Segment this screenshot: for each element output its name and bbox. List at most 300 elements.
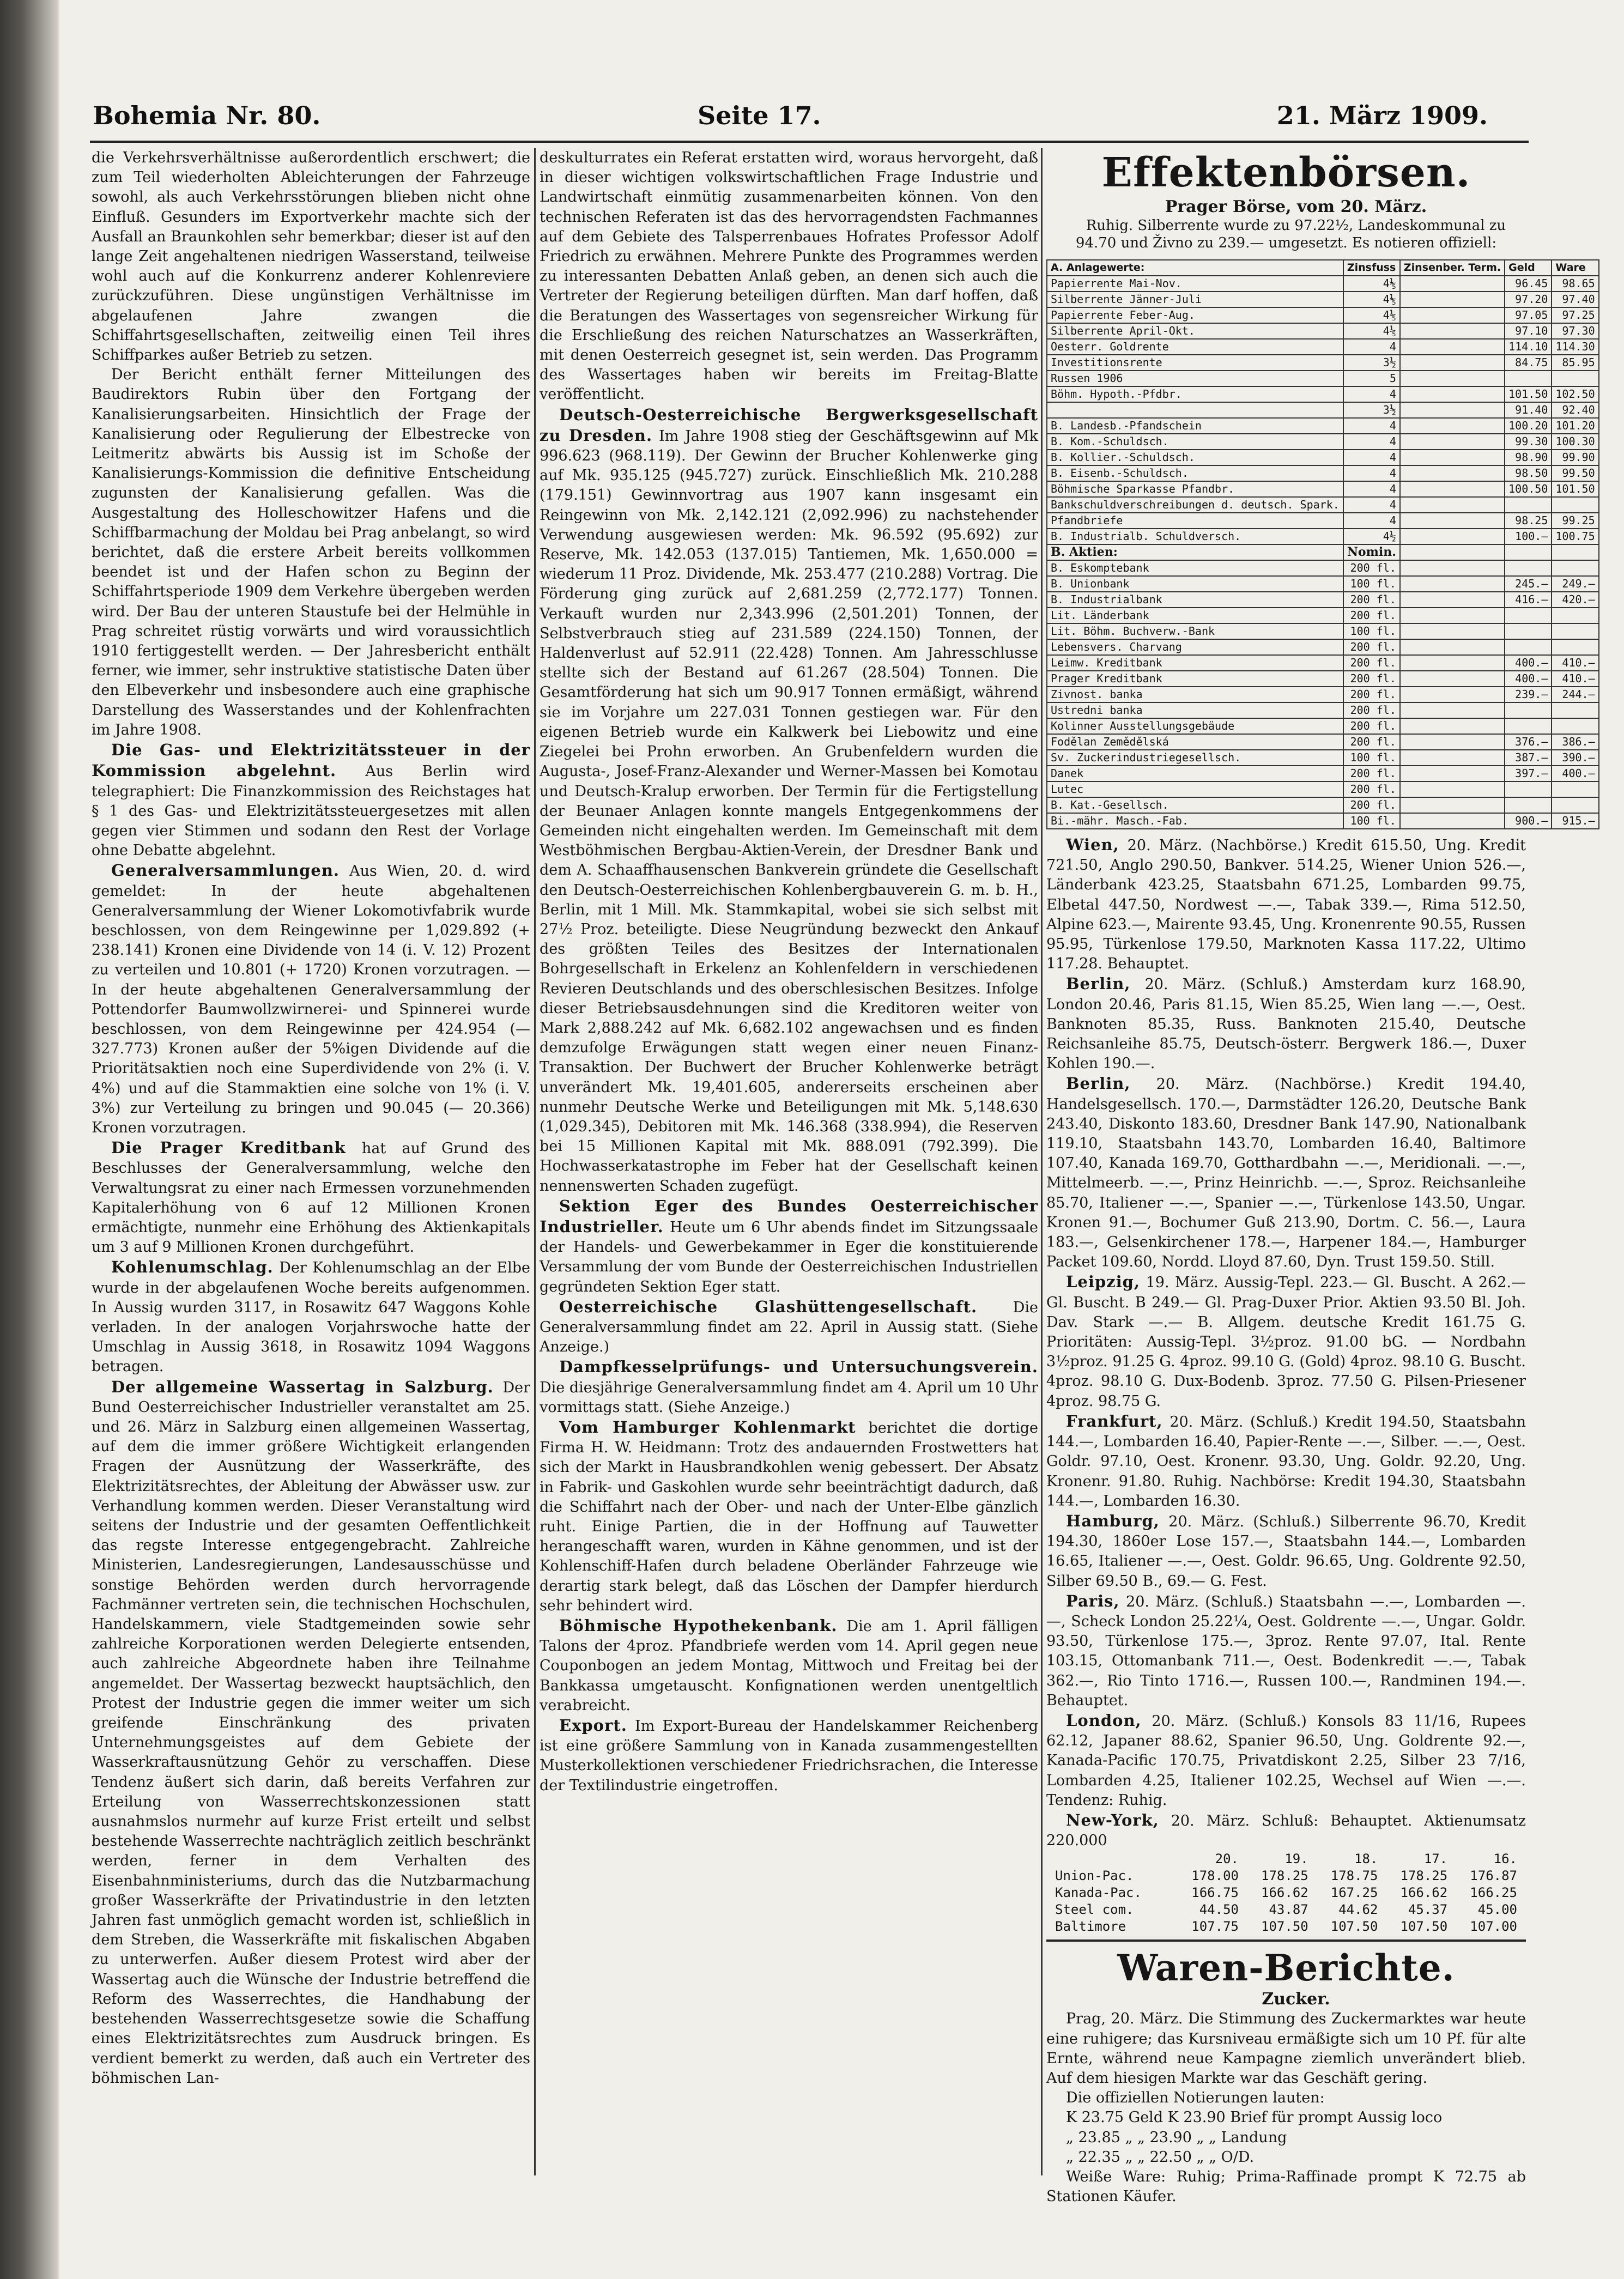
rates-row: [1047, 560, 1599, 576]
rates-cell: Zivnost. banka: [1047, 687, 1343, 702]
new-york-table-header: [1052, 1851, 1520, 1868]
rates-cell: 100 fl.: [1343, 813, 1400, 829]
rates-cell: 99.50: [1552, 465, 1598, 481]
article-item: [540, 1196, 1038, 1297]
rates-column-header: Geld: [1505, 260, 1552, 276]
rates-cell: [1505, 781, 1552, 797]
rates-cell: Russen 1906: [1047, 371, 1343, 386]
rates-cell: [1400, 386, 1505, 402]
market-text: 20. März. (Schluß.) Silberrente 96.70, Kredit 194.30, 1860er Lose 157.—, Staatsbahn 144.—, Lombarden 16.65, Italiener —.—, Oest. Goldr. 96.65, Ung. Goldrente 92.50, Silber 69.50 B., 69.— G. Fest.: [1046, 1513, 1526, 1590]
new-york-column-header: 19.: [1284, 1851, 1308, 1867]
rates-cell: Bi.-mähr. Masch.-Fab.: [1047, 813, 1343, 829]
new-york-column-header: 20.: [1215, 1851, 1239, 1867]
new-york-row: [1052, 1901, 1520, 1918]
rates-cell: 200 fl.: [1343, 734, 1400, 750]
rates-cell: 200 fl.: [1343, 687, 1400, 702]
new-york-column-header: 18.: [1354, 1851, 1378, 1867]
rates-cell: 200 fl.: [1343, 608, 1400, 623]
rates-cell: 200 fl.: [1343, 718, 1400, 734]
rates-cell: [1400, 355, 1505, 371]
article-heading: Deutsch-Oesterreichische Bergwerksgesellschaft zu Dresden.: [540, 405, 1038, 445]
rates-cell: Prager Kreditbank: [1047, 671, 1343, 687]
rates-cell: 416.—: [1505, 592, 1552, 608]
rates-row: [1047, 450, 1599, 465]
rates-cell: 97.10: [1505, 323, 1552, 339]
rates-cell: 97.40: [1552, 292, 1598, 307]
rates-cell: 4: [1343, 450, 1400, 465]
new-york-cell: 107.50: [1400, 1919, 1448, 1935]
rates-cell: 400.—: [1505, 655, 1552, 671]
rates-row: [1047, 797, 1599, 813]
rates-row: [1047, 655, 1599, 671]
rates-cell: [1400, 766, 1505, 781]
rates-cell: 915.—: [1552, 813, 1598, 829]
rates-row: [1047, 734, 1599, 750]
rates-cell: 410.—: [1552, 655, 1598, 671]
rates-cell: 100.—: [1505, 529, 1552, 544]
rates-row: [1047, 386, 1599, 402]
rates-table-body: [1047, 276, 1599, 829]
market-item: [1046, 1711, 1526, 1810]
column-1: [92, 148, 530, 2165]
article-text: deskulturrates ein Referat erstatten wird, woraus hervorgeht, daß in dieser wichtigen volkswirtschaftlichen Frage Industrie und Landwirtschaft einmütig zusammenarbeiten können. Von den technischen Referaten ist das des hervorragendsten Fachmannes auf dem Gebiete des Talsperrenbaues Hofrates Professor Adolf Friedrich zu erwähnen. Mehrere Punkte des Programmes werden zu interessanten Debatten Anlaß geben, an denen sich auch die Vertreter der Regierung beteiligen dürften. Man darf hoffen, daß die Beratungen des Wassertages von segensreicher Wirkung für die Erschließung des reichen Naturschatzes an Wasserkräften, mit denen Oesterreich gesegnet ist, sein werden. Das Programm des Wassertages haben wir bereits im Freitag-Blatte veröffentlicht.: [540, 149, 1038, 403]
article-text: Der Kohlenumschlag an der Elbe wurde in der abgelaufenen Woche bereits aufgenommen. In Aussig wurden 3117, in Rosawitz 647 Waggons Kohle verladen. In der analogen Vorjahrswoche hatte der Umschlag in Aussig 3618, in Rosawitz 1094 Waggons betragen.: [92, 1259, 530, 1375]
market-reports: [1046, 835, 1526, 1810]
rates-cell: [1505, 639, 1552, 655]
rates-cell: Böhm. Hypoth.-Pfdbr.: [1047, 386, 1343, 402]
section-title-commodity-reports: Waren-Berichte.: [1117, 1947, 1455, 1990]
rates-table-header: [1047, 260, 1599, 276]
market-item: [1046, 1272, 1526, 1411]
rates-row: [1047, 623, 1599, 639]
new-york-cell: 178.25: [1261, 1868, 1308, 1884]
rates-cell: 397.—: [1505, 766, 1552, 781]
rates-cell: 200 fl.: [1343, 781, 1400, 797]
article-item: [540, 1417, 1038, 1616]
market-heading: London,: [1066, 1711, 1142, 1730]
rates-cell: 387.—: [1505, 750, 1552, 766]
rates-cell: [1400, 592, 1505, 608]
market-text: 20. März. (Schluß.) Amsterdam kurz 168.90, London 20.46, Paris 81.15, Wien 85.25, Wien lang —.—, Oest. Banknoten 85.35, Russ. Banknoten 215.40, Deutsche Reichsanleihe 85.75, Deutsch-österr. Bergwerk 186.—, Duxer Kohlen 190.—.: [1046, 976, 1526, 1072]
column-3: [1046, 148, 1595, 2205]
rates-row: [1047, 513, 1599, 529]
market-heading: New-York,: [1066, 1810, 1159, 1829]
rates-cell: Lit. Länderbank: [1047, 608, 1343, 623]
new-york-cell: Kanada-Pac.: [1055, 1885, 1142, 1901]
rates-cell: 4⅕: [1343, 276, 1400, 292]
rates-cell: [1400, 339, 1505, 355]
rates-cell: [1505, 544, 1552, 560]
article-item: [540, 1357, 1038, 1417]
rates-row: [1047, 402, 1599, 418]
header-rule: [90, 141, 1529, 143]
rates-cell: 410.—: [1552, 671, 1598, 687]
rates-row: [1047, 813, 1599, 829]
market-text: 20. März. Schluß: Behauptet. Aktienumsatz 220.000: [1046, 1812, 1526, 1850]
rates-cell: 101.50: [1552, 481, 1598, 497]
rates-cell: [1505, 702, 1552, 718]
prague-exchange-intro: Ruhig. Silberrente wurde zu 97.22½, Landeskommunal zu 94.70 und Živno zu 239.— umgesetzt. Es notieren offiziell:: [1075, 217, 1506, 251]
rates-cell: 400.—: [1505, 671, 1552, 687]
article-heading: Sektion Eger des Bundes Oesterreichischer Industrieller.: [540, 1196, 1038, 1236]
rates-cell: 400.—: [1552, 766, 1598, 781]
rates-column-header: A. Anlagewerte:: [1047, 260, 1343, 276]
new-york-cell: 44.62: [1338, 1902, 1378, 1918]
rates-cell: [1400, 481, 1505, 497]
rates-row: [1047, 418, 1599, 434]
rates-cell: [1400, 623, 1505, 639]
rates-cell: Papierrente Feber-Aug.: [1047, 307, 1343, 323]
article-text: die Verkehrsverhältnisse außerordentlich erschwert; die zum Teil wiederholten Ableichterungen der Fahrzeuge sowohl, als auch Verkehrsstörungen blieben nicht ohne Einfluß. Gesunders im Exportverkehr machte sich der Ausfall an Braunkohlen sehr bemerkbar; dieser ist auf den lange Zeit angehaltenen niedrigen Wasserstand, teilweise wohl auch auf die Konkurrenz anderer Kohlenreviere zurückzuführen. Diese ungünstigen Verhältnisse im abgelaufenen Jahre zwangen die Schiffahrtsgesellschaften, zeitweilig einen Teil ihres Schiffparkes außer Betrieb zu setzen.: [92, 149, 530, 364]
rates-cell: 100.30: [1552, 434, 1598, 450]
market-text: 20. März. (Nachbörse.) Kredit 615.50, Ung. Kredit 721.50, Anglo 290.50, Bankver. 514.25, Wiener Union 526.—, Länderbank 423.25, Staatsbahn 671.25, Lombarden 99.75, Elbetal 447.50, Nordwest —.—, Tabak 339.—, Rima 512.50, Alpine 623.—, Mairente 93.45, Ung. Kronenrente 90.55, Russen 95.95, Türkenlose 179.50, Marknoten Kassa 117.22, Ultimo 117.28. Behauptet.: [1046, 837, 1526, 973]
rates-cell: B. Kat.-Gesellsch.: [1047, 797, 1343, 813]
rates-cell: [1505, 718, 1552, 734]
rates-row: [1047, 323, 1599, 339]
rates-cell: 100 fl.: [1343, 623, 1400, 639]
rates-cell: Kolinner Ausstellungsgebäude: [1047, 718, 1343, 734]
rates-cell: 200 fl.: [1343, 592, 1400, 608]
new-york-column-header: [1052, 1851, 1172, 1868]
article-text: hat auf Grund des Beschlusses der Generalversammlung, welche den Verwaltungsrat zu einer nach Ermessen vorzunehmenden Kapitalerhöhung von 6 auf 12 Millionen Kronen ermächtigte, nunmehr eine Erhöhung des Aktienkapitals um 3 auf 9 Millionen Kronen durchgeführt.: [92, 1140, 531, 1256]
new-york-cell: 166.62: [1400, 1885, 1448, 1901]
rates-cell: [1552, 497, 1598, 513]
rates-cell: [1400, 450, 1505, 465]
article-heading: Der allgemeine Wassertag in Salzburg.: [111, 1377, 494, 1396]
column-rule: [1041, 148, 1043, 2175]
rates-cell: Pfandbriefe: [1047, 513, 1343, 529]
rates-cell: [1400, 734, 1505, 750]
rates-cell: 98.50: [1505, 465, 1552, 481]
market-item: [1046, 1411, 1526, 1511]
rates-cell: 239.—: [1505, 687, 1552, 702]
new-york-cell: 166.25: [1470, 1885, 1517, 1901]
rates-cell: 100.75: [1552, 529, 1598, 544]
market-text: 20. März. (Schluß.) Konsols 83 11/16, Rupees 62.12, Japaner 88.62, Spanier 96.50, Ung. Goldrente 92.—, Kanada-Pacific 170.75, Privatdiskont 2.25, Silber 23 7/16, Lombarden 4.25, Italiener 102.25, Wechsel auf Wien —.—. Tendenz: Ruhig.: [1046, 1712, 1526, 1809]
rates-cell: [1400, 608, 1505, 623]
rates-cell: 97.20: [1505, 292, 1552, 307]
new-york-cell: 176.87: [1470, 1868, 1517, 1884]
market-heading: Paris,: [1066, 1591, 1120, 1610]
market-heading: Frankfurt,: [1066, 1411, 1163, 1431]
rates-row: [1047, 687, 1599, 702]
rates-cell: [1505, 608, 1552, 623]
rates-cell: [1552, 623, 1598, 639]
sugar-quotes: [1046, 2108, 1526, 2207]
rates-cell: Investitionsrente: [1047, 355, 1343, 371]
new-york-table: [1052, 1851, 1520, 1935]
rates-cell: [1400, 276, 1505, 292]
article-heading: Dampfkesselprüfungs- und Untersuchungsverein.: [559, 1357, 1038, 1377]
rates-cell: B. Industrialb. Schuldversch.: [1047, 529, 1343, 544]
rates-cell: [1505, 623, 1552, 639]
sugar-quote-line: Weiße Ware: Ruhig; Prima-Raffinade prompt K 72.75 ab Stationen Käufer.: [1046, 2168, 1526, 2205]
rates-cell: Sv. Zuckerindustriegesellsch.: [1047, 750, 1343, 766]
rates-cell: 99.30: [1505, 434, 1552, 450]
new-york-cell: Union-Pac.: [1055, 1868, 1134, 1884]
rates-cell: 249.—: [1552, 576, 1598, 592]
rates-cell: 200 fl.: [1343, 655, 1400, 671]
sugar-quote-line: „ 23.85 „ „ 23.90 „ „ Landung: [1066, 2129, 1287, 2146]
article-heading: Export.: [559, 1716, 627, 1735]
rates-cell: 200 fl.: [1343, 639, 1400, 655]
rates-cell: 96.45: [1505, 276, 1552, 292]
new-york-cell: 107.75: [1191, 1919, 1239, 1935]
column-rule: [534, 148, 536, 2175]
market-text: 20. März. (Schluß.) Staatsbahn —.—, Lombarden —.—, Scheck London 25.22¼, Oest. Goldrente —.—, Ungar. Goldr. 93.50, Türkenlose 175.—, 3proz. Rente 97.07, Ital. Rente 103.15, Ottomanbank 711.—, Oest. Bodenkredit —.—, Tabak 362.—, Rio Tinto 1716.—, Russen 100.—, Randminen 194.—. Behauptet.: [1046, 1593, 1526, 1709]
rates-cell: [1552, 781, 1598, 797]
rates-row: [1047, 307, 1599, 323]
rates-cell: [1552, 608, 1598, 623]
rates-cell: 4⅕: [1343, 292, 1400, 307]
rates-row: [1047, 781, 1599, 797]
rates-cell: [1552, 560, 1598, 576]
article-item: [92, 860, 530, 1138]
rates-row: [1047, 766, 1599, 781]
rates-row: [1047, 639, 1599, 655]
article-item: [540, 405, 1038, 1196]
rates-cell: 100.20: [1505, 418, 1552, 434]
market-heading: Leipzig,: [1066, 1272, 1140, 1292]
article-text: Im Export-Bureau der Handelskammer Reichenberg ist eine größere Sammlung von in Kanada zusammengestellten Musterkollektionen verschiedener Friedrichsrachen, die Interesse der Textilindustrie eingetroffen.: [540, 1718, 1038, 1794]
header-page-number: Seite 17.: [698, 101, 821, 130]
header-date: 21. März 1909.: [1276, 101, 1488, 130]
page-header: [93, 101, 1488, 139]
rates-cell: [1552, 639, 1598, 655]
rates-cell: [1400, 307, 1505, 323]
rates-cell: [1400, 465, 1505, 481]
new-york-cell: 107.50: [1261, 1919, 1308, 1935]
rates-group-col: Nomin.: [1343, 544, 1400, 560]
rates-cell: 4⅕: [1343, 307, 1400, 323]
article-item: [540, 1616, 1038, 1716]
rates-cell: [1400, 718, 1505, 734]
rates-cell: 102.50: [1552, 386, 1598, 402]
rates-cell: [1400, 687, 1505, 702]
market-text: 20. März. (Nachbörse.) Kredit 194.40, Handelsgesellsch. 170.—, Darmstädter 126.20, Deutsche Bank 243.40, Diskonto 183.60, Dresdner Bank 147.90, Nationalbank 119.10, Staatsbahn 143.70, Lombarden 16.40, Baltimore 107.40, Kanada 169.70, Gotthardbahn —.—, Meridionali. —.—, Mittelmeerb. —.—, Prinz Heinrichb. —.—, Sproz. Reichsanleihe 85.70, Italiener —.—, Spanier —.—, Türkenlose 143.50, Ungar. Kronen 91.—, Bochumer Guß 213.90, Dortm. C. 56.—, Laura 183.—, Gelsenkirchener 178.—, Harpener 184.—, Hamburger Packet 109.60, Nordd. Lloyd 87.60, Dyn. Trust 159.50. Still.: [1046, 1076, 1526, 1271]
header-issue: Bohemia Nr. 80.: [93, 101, 321, 130]
rates-cell: 101.50: [1505, 386, 1552, 402]
rates-cell: 4: [1343, 513, 1400, 529]
market-item: [1046, 974, 1526, 1074]
rates-cell: [1552, 718, 1598, 734]
rates-cell: B. Landesb.-Pfandschein: [1047, 418, 1343, 434]
rates-cell: [1552, 797, 1598, 813]
article-item: [540, 1716, 1038, 1796]
article-heading: Die Prager Kreditbank: [111, 1138, 346, 1157]
rates-cell: B. Kollier.-Schuldsch.: [1047, 450, 1343, 465]
rates-cell: 100.50: [1505, 481, 1552, 497]
rates-cell: Leimw. Kreditbank: [1047, 655, 1343, 671]
new-york-column-header: 17.: [1423, 1851, 1448, 1867]
article-text: Die Generalversammlung findet am 22. April in Aussig statt. (Siehe Anzeige.): [540, 1299, 1038, 1356]
market-item: [1046, 1591, 1526, 1711]
article-heading: Kohlenumschlag.: [111, 1258, 274, 1277]
rates-cell: 200 fl.: [1343, 560, 1400, 576]
new-york-cell: 107.00: [1470, 1919, 1517, 1935]
rates-cell: Papierrente Mai-Nov.: [1047, 276, 1343, 292]
rates-cell: 4½: [1343, 529, 1400, 544]
article-text: Die diesjährige Generalversammlung findet am 4. April um 10 Uhr vormittags statt. (Siehe Anzeige.): [540, 1379, 1038, 1416]
rates-cell: B. Unionbank: [1047, 576, 1343, 592]
rates-row: [1047, 750, 1599, 766]
rates-cell: 98.90: [1505, 450, 1552, 465]
rates-cell: B. Eisenb.-Schuldsch.: [1047, 465, 1343, 481]
rates-cell: Silberrente Jänner-Juli: [1047, 292, 1343, 307]
rates-cell: [1400, 418, 1505, 434]
rates-cell: 4: [1343, 418, 1400, 434]
rates-row: [1047, 292, 1599, 307]
article-text: Die am 1. April fälligen Talons der 4proz. Pfandbriefe werden vom 14. April gegen neue Couponbogen an jedem Montag, Mittwoch und Freitag bei der Bankkassa umgetauscht. Konfignationen werden unentgeltlich verabreicht.: [540, 1618, 1038, 1714]
rates-cell: Oesterr. Goldrente: [1047, 339, 1343, 355]
rates-cell: [1400, 513, 1505, 529]
rates-cell: [1047, 402, 1343, 418]
rates-table: [1046, 259, 1599, 829]
market-heading: Hamburg,: [1066, 1511, 1160, 1530]
rates-cell: [1400, 797, 1505, 813]
rates-row: [1047, 671, 1599, 687]
rates-cell: [1400, 781, 1505, 797]
new-york-cell: 178.00: [1191, 1868, 1239, 1884]
rates-cell: Böhmische Sparkasse Pfandbr.: [1047, 481, 1343, 497]
new-york-row: [1052, 1884, 1520, 1901]
rates-cell: [1400, 560, 1505, 576]
rates-cell: 5: [1343, 371, 1400, 386]
rates-cell: [1400, 639, 1505, 655]
article-heading: Die Gas- und Elektrizitätssteuer in der Kommission abgelehnt.: [92, 741, 530, 780]
market-item: [1046, 1074, 1526, 1272]
rates-cell: [1400, 434, 1505, 450]
rates-cell: Ustredni banka: [1047, 702, 1343, 718]
new-york-cell: 166.75: [1191, 1885, 1239, 1901]
rates-cell: 4: [1343, 497, 1400, 513]
rates-cell: [1400, 576, 1505, 592]
rates-cell: 4: [1343, 434, 1400, 450]
column-2: [540, 148, 1038, 2165]
rates-cell: [1505, 497, 1552, 513]
rates-cell: 100 fl.: [1343, 576, 1400, 592]
new-york-cell: Baltimore: [1055, 1919, 1126, 1935]
prague-exchange-heading: Prager Börse, vom 20. März.: [1165, 197, 1427, 216]
rates-cell: 85.95: [1552, 355, 1598, 371]
rates-row: [1047, 276, 1599, 292]
rates-cell: [1400, 702, 1505, 718]
rates-cell: B. Industrialbank: [1047, 592, 1343, 608]
new-york-row: [1052, 1868, 1520, 1884]
new-york-cell: 44.50: [1199, 1902, 1239, 1918]
rates-column-header: Zinsenber. Term.: [1400, 260, 1505, 276]
rates-cell: 244.—: [1552, 687, 1598, 702]
article-heading: Böhmische Hypothekenbank.: [559, 1616, 838, 1635]
rates-cell: [1552, 544, 1598, 560]
rates-group-label: B. Aktien:: [1047, 544, 1343, 560]
rates-cell: [1552, 371, 1598, 386]
rates-cell: 99.25: [1552, 513, 1598, 529]
article-heading: Generalversammlungen.: [111, 861, 340, 880]
rates-cell: 101.20: [1552, 418, 1598, 434]
article-text: Aus Wien, 20. d. wird gemeldet: In der heute abgehaltenen Generalversammlung der Wiener Lokomotivfabrik wurde beschlossen, von dem Reingewinne per 1,029.892 (+ 238.141) Kronen eine Dividende von 14 (i. V. 12) Prozent zu verteilen und 10.801 (+ 1720) Kronen vorzutragen. — In der heute abgehaltenen Generalversammlung der Pottendorfer Baumwollzwirnerei- und Spinnerei wurde beschlossen, von dem Reingewinne per 424.954 (— 327.773) Kronen außer der 5%igen Dividende auf die Prioritätsaktien noch eine Superdividende von 2% (i. V. 4%) und auf die Stammaktien eine solche von 1% (i. V. 3%) zur Verteilung zu bringen und 90.045 (— 20.366) Kronen vorzutragen.: [92, 863, 530, 1136]
market-text: 19. März. Aussig-Tepl. 223.— Gl. Buscht. A 262.— Gl. Buscht. B 249.— Gl. Prag-Duxer Prior. Aktien 93.50 Bl. Joh. Dav. Stark —.— B. Allgem. deutsche Kredit 161.75 G. Prioritäten: Aussig-Tepl. 3½proz. 91.00 bG. — Nordbahn 3½proz. 91.25 G. 4proz. 99.10 G. (Gold) 4proz. 98.10 G. Buscht. 4proz. 98.10 G. Dux-Bodenb. 3proz. 77.50 G. Pilsen-Priesener 4proz. 98.75 G.: [1046, 1274, 1526, 1410]
section-rule: [1046, 1939, 1526, 1942]
rates-cell: 114.10: [1505, 339, 1552, 355]
rates-cell: [1400, 544, 1505, 560]
rates-row: [1047, 576, 1599, 592]
sugar-heading: Zucker.: [1262, 1990, 1330, 2009]
rates-cell: Lutec: [1047, 781, 1343, 797]
new-york-cell: 107.50: [1330, 1919, 1378, 1935]
rates-cell: 900.—: [1505, 813, 1552, 829]
article-text: berichtet die dortige Firma H. W. Heidmann: Trotz des andauernden Frostwetters hat sich der Markt in Hausbrandkohlen wenig gebessert. Der Absatz in Fabrik- und Gaskohlen wurde sehr beeinträchtigt dadurch, daß die Schiffahrt nach der Ober- und nach der Unter-Elbe gänzlich ruht. Einige Partien, die in der Hoffnung auf Tauwetter herangeschafft waren, wurden in Kähne genommen, und ist der Kohlenschiff-Hafen durch beladene Oberländer Fahrzeuge wie derartig stark belegt, daß das Löschen der Dampfer hierdurch sehr behindert wird.: [540, 1420, 1038, 1614]
article-item: [92, 1377, 530, 2088]
rates-cell: Danek: [1047, 766, 1343, 781]
rates-cell: 386.—: [1552, 734, 1598, 750]
rates-cell: 98.65: [1552, 276, 1598, 292]
rates-cell: 376.—: [1505, 734, 1552, 750]
rates-row: [1047, 434, 1599, 450]
article-heading: Vom Hamburger Kohlenmarkt: [559, 1418, 856, 1437]
rates-cell: [1400, 655, 1505, 671]
rates-column-header: Ware: [1552, 260, 1598, 276]
rates-cell: 114.30: [1552, 339, 1598, 355]
new-york-cell: 43.87: [1269, 1902, 1308, 1918]
rates-cell: [1400, 371, 1505, 386]
rates-cell: B. Kom.-Schuldsch.: [1047, 434, 1343, 450]
rates-cell: 245.—: [1505, 576, 1552, 592]
rates-row: [1047, 497, 1599, 513]
article-item: [92, 1257, 530, 1377]
sugar-quote-line: „ 22.35 „ „ 22.50 „ „ O/D.: [1066, 2148, 1255, 2166]
new-york-cell: 45.00: [1477, 1902, 1517, 1918]
article-item: [92, 740, 530, 860]
rates-row: [1047, 339, 1599, 355]
rates-row: [1047, 465, 1599, 481]
new-york-cell: Steel com.: [1055, 1902, 1134, 1918]
rates-cell: 200 fl.: [1343, 702, 1400, 718]
rates-cell: 200 fl.: [1343, 797, 1400, 813]
market-text: 20. März. (Schluß.) Kredit 194.50, Staatsbahn 144.—, Lombarden 16.40, Papier-Rente —.—, Silber. —.—, Oest. Goldr. 97.10, Oest. Kronenr. 93.30, Ung. Goldr. 92.20, Ung. Kronenr. 91.80. Ruhig. Nachbörse: Kredit 194.30, Staatsbahn 144.—, Lombarden 16.30.: [1046, 1413, 1526, 1510]
rates-cell: 420.—: [1552, 592, 1598, 608]
rates-row: [1047, 718, 1599, 734]
rates-cell: 3½: [1343, 355, 1400, 371]
rates-cell: [1400, 671, 1505, 687]
rates-cell: [1400, 497, 1505, 513]
new-york-cell: 167.25: [1330, 1885, 1378, 1901]
article-item: [540, 1297, 1038, 1357]
rates-cell: [1400, 292, 1505, 307]
rates-cell: 97.25: [1552, 307, 1598, 323]
rates-cell: Lit. Böhm. Buchverw.-Bank: [1047, 623, 1343, 639]
rates-cell: [1400, 529, 1505, 544]
new-york-row: [1052, 1918, 1520, 1935]
market-item: [1046, 1511, 1526, 1591]
rates-cell: [1400, 402, 1505, 418]
rates-cell: Silberrente April-Okt.: [1047, 323, 1343, 339]
rates-cell: 92.40: [1552, 402, 1598, 418]
rates-column-header: Zinsfuss: [1343, 260, 1400, 276]
article-text: Der Bund Oesterreichischer Industrieller veranstaltet am 25. und 26. März in Salzburg einen allgemeinen Wassertag, auf dem die immer größere Wichtigkeit erlangenden Fragen der Ausnützung der Wasserkräfte, des Elektrizitätsrechtes, der Ableitung der Abwässer usw. zur Verhandlung kommen werden. Dieser Veranstaltung wird seitens der Industrie und der gesamten Oeffentlichkeit das regste Interesse entgegengebracht. Zahlreiche Ministerien, Landesregierungen, Landesausschüsse und sonstige Behörden werden durch hervorragende Fachmänner vertreten sein, die technischen Hochschulen, Handelskammern, viele Stadtgemeinden sowie sehr zahlreiche Korporationen werden Delegierte entsenden, auch zahlreiche Abgeordnete haben ihre Teilnahme angemeldet. Der Wassertag bezweckt hauptsächlich, den Protest der Industrie gegen die immer weiter um sich greifende Einschränkung des privaten Unternehmungsgeistes auf dem Gebiete der Wasserkraftausnützung Gehör zu verschaffen. Diese Tendenz äußert sich darin, daß bereits Verfahren zur Erteilung von Wasserrechtskonzessionen statt ausnahmslos nurmehr auf kurze Frist erteilt und selbst bestehende Wasserrechte nachträglich zeitlich beschränkt werden, ferner in dem Verhalten des Eisenbahnministeriums, durch das die Nutzbarmachung großer Wasserkräfte der Privatindustrie in den letzten Jahren fast unmöglich gemacht worden ist, schließlich in dem Streben, die Wasserkräfte mit fiskalischen Abgaben zu unterwerfen. Außer diesem Protest wird aber der Wassertag auch die Wünsche der Industrie betreffend die Reform des Wasserrechtes, die Handhabung der bestehenden Wasserrechtsgesetze sowie die Schaffung eines Elektrizitätsrechtes zum Ausdruck bringen. Es verdient bemerkt zu werden, daß auch ein Vertreter des böhmischen Lan-: [92, 1379, 530, 2087]
sugar-report-text: Prag, 20. März. Die Stimmung des Zuckermarktes war heute eine ruhigere; das Kursniveau ermäßigte sich um 10 Pf. für alte Ernte, während neue Kampagne ziemlich unverändert blieb. Auf dem hiesigen Markte war das Geschäft gering.: [1046, 2010, 1526, 2087]
rates-row: [1047, 608, 1599, 623]
rates-cell: 99.90: [1552, 450, 1598, 465]
binding-edge: [0, 0, 60, 2279]
rates-row: [1047, 355, 1599, 371]
rates-cell: 4: [1343, 481, 1400, 497]
sugar-quote-line: K 23.75 Geld K 23.90 Brief für prompt Aussig loco: [1066, 2109, 1443, 2126]
market-heading: Berlin,: [1066, 1074, 1131, 1093]
article-item: [92, 1138, 530, 1257]
rates-cell: 84.75: [1505, 355, 1552, 371]
rates-cell: B. Eskomptebank: [1047, 560, 1343, 576]
